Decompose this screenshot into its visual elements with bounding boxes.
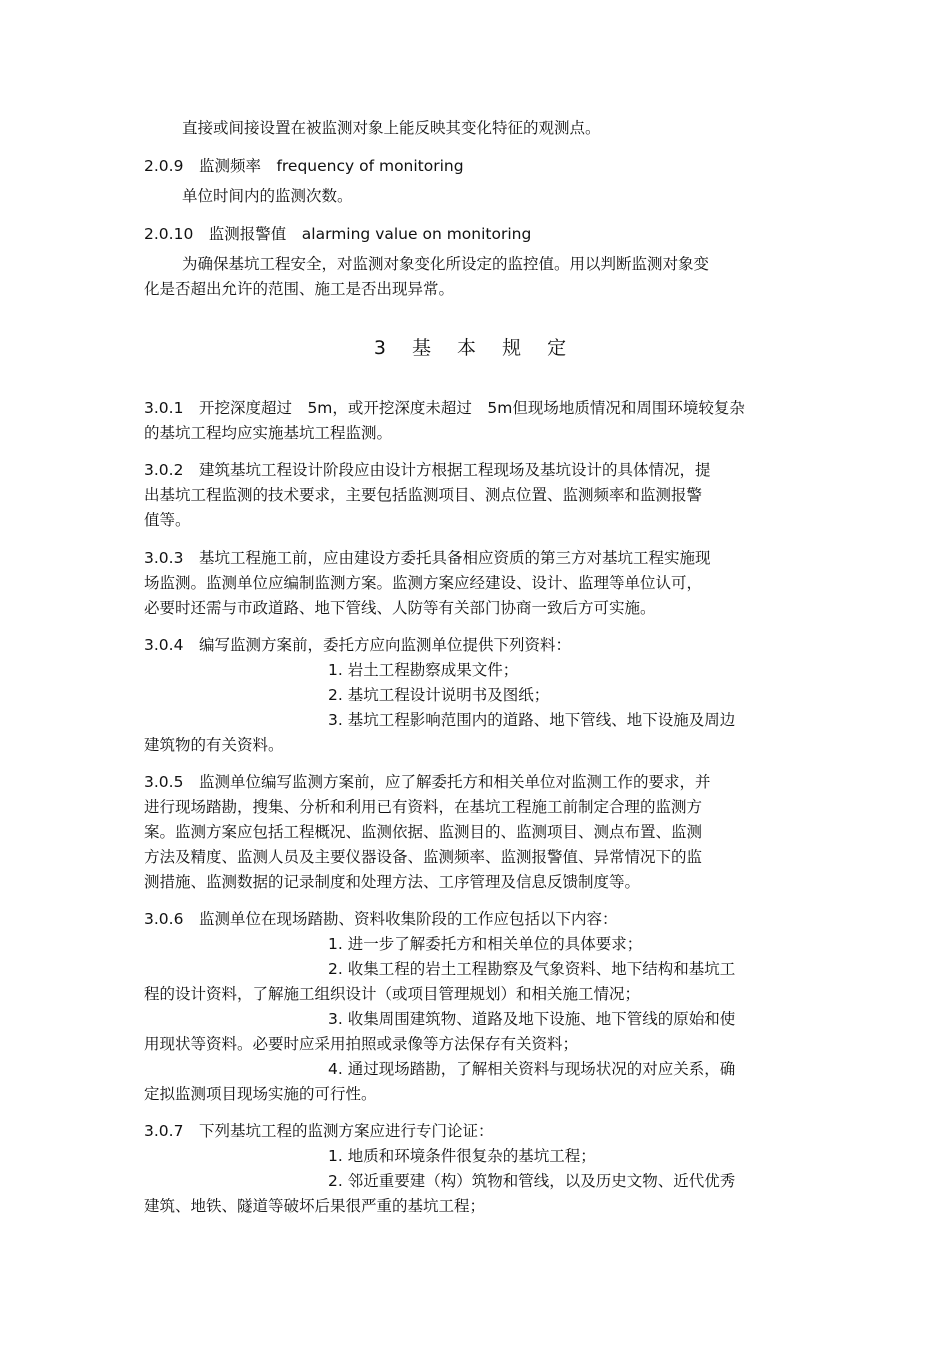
text-line: 方法及精度、监测人员及主要仪器设备、监测频率、监测报警值、异常情况下的监	[144, 848, 703, 866]
text-line: 场监测。监测单位应编制监测方案。监测方案应经建设、设计、监理等单位认可，	[144, 574, 703, 592]
clause-heading: 2.0.10 监测报警值 alarming value on monitoring	[144, 225, 532, 243]
text-line: 程的设计资料，了解施工组织设计（或项目管理规划）和相关施工情况；	[144, 985, 641, 1003]
clause-line: 3.0.4 编写监测方案前，委托方应向监测单位提供下列资料：	[144, 636, 571, 654]
text-line: 案。监测方案应包括工程概况、监测依据、监测目的、监测项目、测点布置、监测	[144, 823, 703, 841]
section-title: 3 基 本 规 定	[373, 337, 577, 359]
clause-line: 3.0.5 监测单位编写监测方案前，应了解委托方和相关单位对监测工作的要求，并	[144, 773, 711, 791]
clause-line: 3.0.6 监测单位在现场踏勘、资料收集阶段的工作应包括以下内容：	[144, 910, 618, 928]
clause-line: 3.0.1 开挖深度超过 5m，或开挖深度未超过 5m但现场地质情况和周围环境较复杂	[144, 399, 745, 417]
text-line: 的基坑工程均应实施基坑工程监测。	[144, 424, 393, 442]
list-item: 3. 基坑工程影响范围内的道路、地下管线、地下设施及周边	[328, 711, 736, 729]
text-line: 直接或间接设置在被监测对象上能反映其变化特征的观测点。	[182, 119, 601, 137]
clause-line: 3.0.7 下列基坑工程的监测方案应进行专门论证：	[144, 1122, 494, 1140]
text-line: 建筑、地铁、隧道等破坏后果很严重的基坑工程；	[144, 1197, 486, 1215]
text-line: 进行现场踏勘，搜集、分析和利用已有资料，在基坑工程施工前制定合理的监测方	[144, 798, 703, 816]
list-item: 3. 收集周围建筑物、道路及地下设施、地下管线的原始和使	[328, 1010, 736, 1028]
text-line: 定拟监测项目现场实施的可行性。	[144, 1085, 377, 1103]
clause-line: 3.0.2 建筑基坑工程设计阶段应由设计方根据工程现场及基坑设计的具体情况，提	[144, 461, 711, 479]
clause-heading: 2.0.9 监测频率 frequency of monitoring	[144, 157, 464, 175]
text-line: 测措施、监测数据的记录制度和处理方法、工序管理及信息反馈制度等。	[144, 873, 641, 891]
text-line: 用现状等资料。必要时应采用拍照或录像等方法保存有关资料；	[144, 1035, 579, 1053]
text-line: 为确保基坑工程安全，对监测对象变化所设定的监控值。用以判断监测对象变	[182, 255, 710, 273]
text-line: 值等。	[144, 511, 191, 529]
text-line: 单位时间内的监测次数。	[182, 187, 353, 205]
clause-line: 3.0.3 基坑工程施工前，应由建设方委托具备相应资质的第三方对基坑工程实施现	[144, 549, 711, 567]
list-item: 1. 进一步了解委托方和相关单位的具体要求；	[328, 935, 643, 953]
list-item: 1. 岩土工程勘察成果文件；	[328, 661, 519, 679]
text-line: 化是否超出允许的范围、施工是否出现异常。	[144, 280, 455, 298]
list-item: 2. 邻近重要建（构）筑物和管线，以及历史文物、近代优秀	[328, 1172, 736, 1190]
text-line: 必要时还需与市政道路、地下管线、人防等有关部门协商一致后方可实施。	[144, 599, 656, 617]
list-item: 2. 收集工程的岩土工程勘察及气象资料、地下结构和基坑工	[328, 960, 736, 978]
text-line: 出基坑工程监测的技术要求，主要包括监测项目、测点位置、监测频率和监测报警	[144, 486, 703, 504]
list-item: 4. 通过现场踏勘，了解相关资料与现场状况的对应关系，确	[328, 1060, 736, 1078]
list-item: 2. 基坑工程设计说明书及图纸；	[328, 686, 550, 704]
text-line: 建筑物的有关资料。	[144, 736, 284, 754]
list-item: 1. 地质和环境条件很复杂的基坑工程；	[328, 1147, 596, 1165]
